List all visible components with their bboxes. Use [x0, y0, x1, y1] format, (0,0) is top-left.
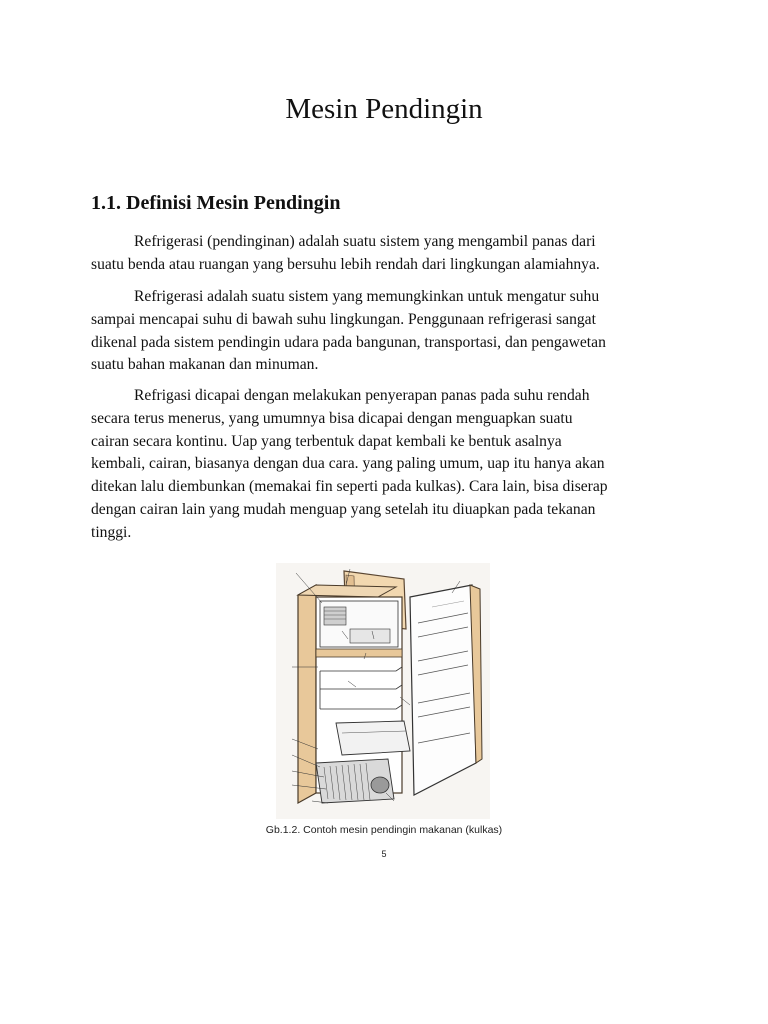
page-title: Mesin Pendingin — [285, 93, 483, 125]
paragraph-line: Refrigerasi (pendinginan) adalah suatu sistem yang mengambil panas dari — [134, 233, 596, 250]
refrigerator-door — [410, 585, 482, 795]
paragraph-line: suatu benda atau ruangan yang bersuhu lebih rendah dari lingkungan alamiahnya. — [91, 255, 600, 273]
paragraph-3 — [91, 385, 677, 545]
freezer-compartment — [320, 601, 398, 647]
refrigerator-illustration — [276, 563, 490, 819]
paragraph-line: Refrigasi dicapai dengan melakukan penyerapan panas pada suhu rendah — [134, 387, 590, 404]
paragraph-line: Refrigerasi adalah suatu sistem yang memungkinkan untuk mengatur suhu — [134, 288, 600, 305]
paragraph-line: dengan cairan lain yang mudah menguap yang setelah itu diuapkan pada tekanan — [91, 500, 596, 518]
paragraph-line: ditekan lalu diembunkan (memakai fin seperti pada kulkas). Cara lain, bisa diserap — [91, 478, 608, 496]
paragraph-line: suatu bahan makanan dan minuman. — [91, 356, 319, 374]
cabinet-side — [298, 585, 316, 803]
section-heading: 1.1. Definisi Mesin Pendingin — [91, 192, 341, 214]
paragraph-line: cairan secara kontinu. Uap yang terbentuk dapat kembali ke bentuk asalnya — [91, 432, 562, 450]
paragraph-line: tinggi. — [91, 523, 132, 541]
paragraph-line: secara terus menerus, yang umumnya bisa dicapai dengan menguapkan suatu — [91, 409, 573, 427]
figure-caption: Gb.1.2. Contoh mesin pendingin makanan (kulkas) — [265, 824, 503, 836]
paragraph-1 — [91, 231, 677, 277]
paragraph-2 — [91, 286, 677, 377]
page-number: 5 — [381, 849, 387, 859]
paragraph-line: sampai mencapai suhu di bawah suhu lingkungan. Penggunaan refrigerasi sangat — [91, 310, 596, 328]
compressor-compartment — [316, 759, 394, 803]
paragraph-line: dikenal pada sistem pendingin udara pada bangunan, transportasi, dan pengawetan — [91, 333, 606, 351]
paragraph-line: kembali, cairan, biasanya dengan dua cara. yang paling umum, uap itu hanya akan — [91, 455, 605, 473]
crisper-drawer — [336, 721, 410, 755]
